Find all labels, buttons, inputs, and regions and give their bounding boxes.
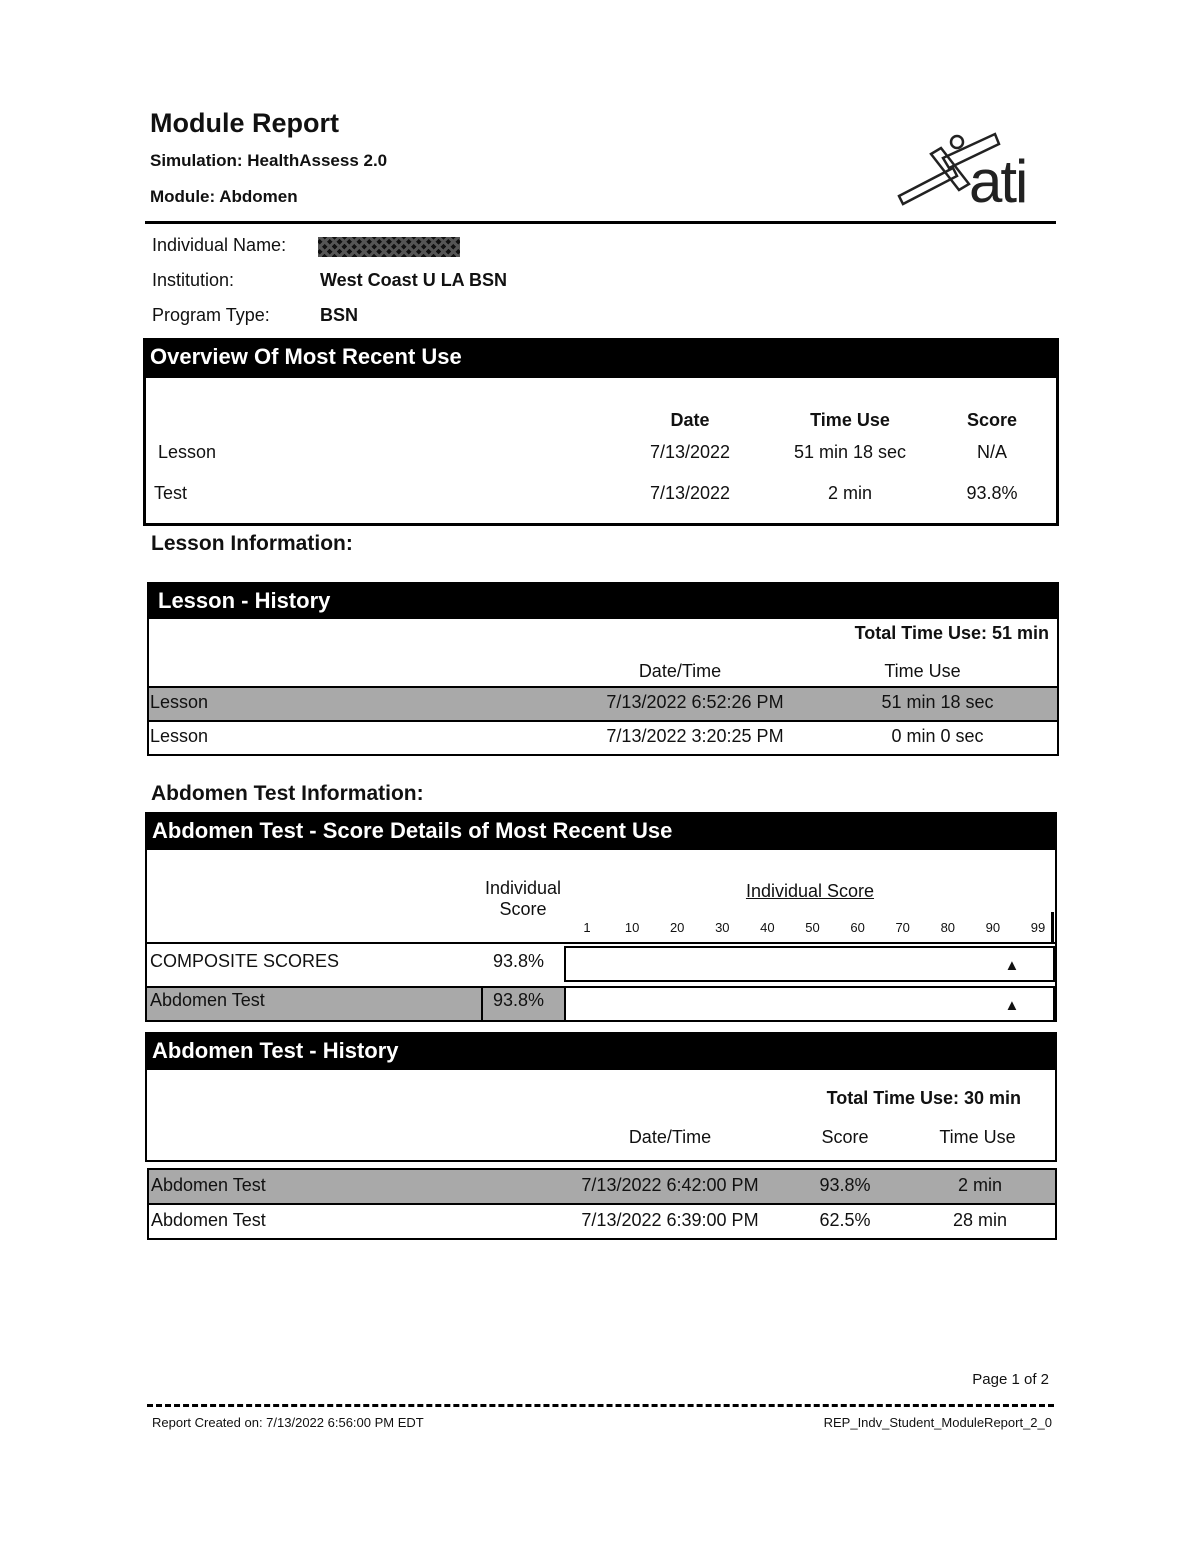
report-title: Module Report	[150, 108, 339, 138]
scale-tick-label: 20	[669, 920, 685, 935]
abdomen-label: Abdomen Test	[150, 990, 265, 1010]
overview-row-date: 7/13/2022	[649, 483, 731, 503]
scale-tick-label: 60	[850, 920, 865, 935]
overview-row-time: 51 min 18 sec	[793, 442, 907, 462]
name-label: Individual Name:	[152, 235, 287, 255]
overview-row-score: 93.8%	[966, 483, 1018, 503]
lesson-total-time: Total Time Use: 51 min	[854, 623, 1049, 643]
overview-col-date: Date	[670, 410, 710, 430]
institution-value: West Coast U LA BSN	[320, 270, 508, 290]
test-row-name: Abdomen Test	[151, 1175, 266, 1195]
test-col-score: Score	[821, 1127, 869, 1147]
program-value: BSN	[320, 305, 359, 325]
footer-divider	[147, 1404, 1054, 1407]
scale-tick-label: 90	[985, 920, 1001, 935]
lesson-row-datetime: 7/13/2022 3:20:25 PM	[606, 726, 784, 746]
individual-score-col: Individual Score	[484, 878, 562, 919]
test-history-title: Abdomen Test - History	[145, 1032, 1057, 1070]
overview-title: Overview Of Most Recent Use	[143, 338, 1059, 378]
lesson-history-title: Lesson - History	[147, 582, 1059, 619]
test-row-time: 28 min	[952, 1210, 1008, 1230]
ati-logo	[895, 132, 1045, 222]
lesson-row-time: 0 min 0 sec	[891, 726, 984, 746]
scale-tick-label: 10	[624, 920, 640, 935]
lesson-row-time: 51 min 18 sec	[881, 692, 994, 712]
overview-row-score: N/A	[976, 442, 1007, 462]
test-row-time: 2 min	[957, 1175, 1002, 1195]
composite-label: COMPOSITE SCORES	[150, 951, 340, 971]
test-row-score: 93.8%	[819, 1175, 871, 1195]
abdomen-score: 93.8%	[493, 990, 545, 1010]
lesson-row-datetime: 7/13/2022 6:52:26 PM	[606, 692, 784, 712]
page-number: Page 1 of 2	[972, 1371, 1049, 1388]
test-row-datetime: 7/13/2022 6:39:00 PM	[581, 1210, 759, 1230]
scale-tick-label: 80	[940, 920, 956, 935]
report-id: REP_Indv_Student_ModuleReport_2_0	[823, 1415, 1052, 1430]
test-total-time: Total Time Use: 30 min	[826, 1088, 1021, 1108]
institution-label: Institution:	[152, 270, 235, 290]
lesson-col-time: Time Use	[884, 661, 961, 681]
lesson-col-datetime: Date/Time	[638, 661, 722, 681]
overview-row-time: 2 min	[827, 483, 872, 503]
scale-end-bar	[1051, 912, 1054, 942]
test-info-heading: Abdomen Test Information:	[151, 782, 424, 805]
score-details-title: Abdomen Test - Score Details of Most Recent Use	[145, 812, 1057, 850]
test-row-score: 62.5%	[819, 1210, 871, 1230]
divider	[145, 942, 1057, 944]
overview-row-name: Test	[154, 483, 188, 503]
module-label: Module: Abdomen	[150, 187, 298, 206]
test-row-name: Abdomen Test	[151, 1210, 266, 1230]
composite-score-bar	[564, 946, 1055, 982]
redacted-name	[318, 237, 460, 257]
composite-score: 93.8%	[493, 951, 545, 971]
report-created: Report Created on: 7/13/2022 6:56:00 PM EDT	[152, 1415, 424, 1430]
scale-tick-label: 30	[715, 920, 730, 935]
test-row-datetime: 7/13/2022 6:42:00 PM	[581, 1175, 759, 1195]
header-divider	[145, 221, 1056, 224]
scale-tick-label: 40	[760, 920, 775, 935]
overview-col-time: Time Use	[810, 410, 890, 430]
scale-title: Individual Score	[745, 881, 875, 901]
abdomen-score-marker: ▲	[1004, 997, 1020, 1014]
overview-row-name: Lesson	[158, 442, 217, 462]
scale-tick-label: 99	[1030, 920, 1046, 935]
lesson-info-heading: Lesson Information:	[151, 532, 353, 555]
scale-tick-label: 70	[895, 920, 910, 935]
lesson-row-name: Lesson	[150, 726, 209, 746]
scale-tick-label: 50	[805, 920, 820, 935]
overview-col-score: Score	[966, 410, 1018, 430]
overview-row-date: 7/13/2022	[649, 442, 731, 462]
composite-score-marker: ▲	[1004, 957, 1020, 974]
scale-tick-label: 1	[583, 920, 591, 935]
lesson-row-name: Lesson	[150, 692, 209, 712]
logo-text: ati	[969, 148, 1027, 215]
program-label: Program Type:	[152, 305, 270, 325]
abdomen-score-bar	[564, 986, 1055, 1022]
simulation-label: Simulation: HealthAssess 2.0	[150, 151, 388, 170]
test-col-time: Time Use	[939, 1127, 1016, 1147]
test-col-datetime: Date/Time	[628, 1127, 712, 1147]
